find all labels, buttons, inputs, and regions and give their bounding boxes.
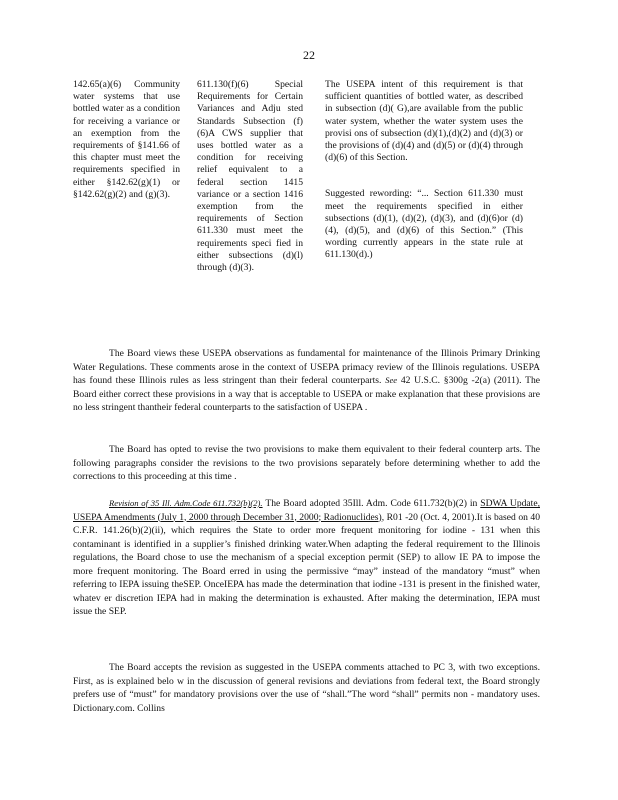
paragraph-usepa-observations: The Board views these USEPA observations as fundamental for maintenance of the Illinois Primary Drinking Water Regulations. These comments arose in the context of USEPA primacy review of the Illinois regulations. USEPA has found these Illinois rules as less stringent than their federal counterparts. See 42 U.S.C. §300g -2(a) (2011). The Board either correct these provisions in a way that is acceptable to USEPA or make explanation that these provisions are no less stringent thantheir federal counterparts to the satisfaction of USEPA . — [73, 348, 541, 413]
comment-suggested-rewording: Suggested rewording: “... Section 611.330 must meet the requirements specified in either subsections (d)(1), (d)(2), (d)(3), and (d)(6)or (d)(4), (d)(5), and (d)(6) of this Section.” (This wording currently appears in the state rule at 611.130(d).) — [325, 188, 523, 261]
paragraph-revision-611-732: Revision of 35 Ill. Adm.Code 611.732(b)(2). The Board adopted 35Ill. Adm. Code 611.732(b)(2) in SDWA Update, USEPA Amendments (July 1, 2000 through December 31, 2000; Radionuclides), R01 -20 (Oct. 4, 2001).It is based on 40 C.F.R. 141.26(b)(2)(ii), which requires the State to order more frequent monitoring for iodine - 131 when this contaminant is identified in a supplier’s finished drinking water.When adapting the federal requirement to the Illinois regulations, the Board chose to use the mechanism of a special exception permit (SEP) to allow IE PA to impose the more frequent monitoring. The Board erred in using the permissive “may” instead of the mandatory “must” when referring to IEPA issuing theSEP. OnceIEPA has made the determination that iodine -131 is present in the finished water, whatev er discretion IEPA had in making the determination is exhausted. After making the determination, IEPA must issue the SEP. — [73, 498, 540, 617]
section-heading: Revision of 35 Ill. Adm.Code 611.732(b)(2). — [109, 498, 263, 508]
table-cell-federal-rule: 142.65(a)(6) Community water systems that use bottled water as a condition for receiving a variance or an exemption from the requirements of §141.66 of this chapter must meet the requirements specified in either §142.62(g)(1) or §142.62(g)(2) and (g)(3). — [73, 79, 180, 200]
case-title: SDWA Update, USEPA Amendments (July 1, 2000 through December 31, 2000; Radionuclides) — [73, 498, 540, 523]
page-number: 22 — [303, 48, 315, 62]
comment-intent: The USEPA intent of this requirement is that sufficient quantities of bottled water, as described in subsection (d)( G),are available from the public water system, whether the water system uses the provisi ons of subsection (d)(1),(d)(2) and (d)(3) or the provisions of (d)(4) and (d)(5) or (d)(4) through (d)(6) of this Section. — [325, 79, 523, 164]
table-cell-comment — [325, 79, 523, 262]
paragraph-board-accepts: The Board accepts the revision as suggested in the USEPA comments attached to PC 3, with two exceptions. First, as is explained belo w in the discussion of general revisions and deviations from federal text, the Board strongly prefers use of “must” for mandatory provisions over the use of “shall.”The word “shall” permits non - mandatory uses. Dictionary.com. Collins — [73, 662, 540, 714]
see-signal: See — [385, 375, 398, 385]
table-cell-state-rule: 611.130(f)(6) Special Requirements for Certain Variances and Adju sted Standards Subsection (f)(6)A CWS supplier that uses bottled water as a condition for receiving relief equivalent to a federal section 1415 variance or a section 1416 exemption from the requirements of Section 611.330 must meet the requirements speci fied in either subsections (d)(l) through (d)(3). — [197, 79, 303, 274]
paragraph-board-opted: The Board has opted to revise the two provisions to make them equivalent to their federal counterp arts. The following paragraphs consider the revisions to the two provisions separately before determining whether to add the corrections to this proceeding at this time . — [73, 444, 540, 482]
